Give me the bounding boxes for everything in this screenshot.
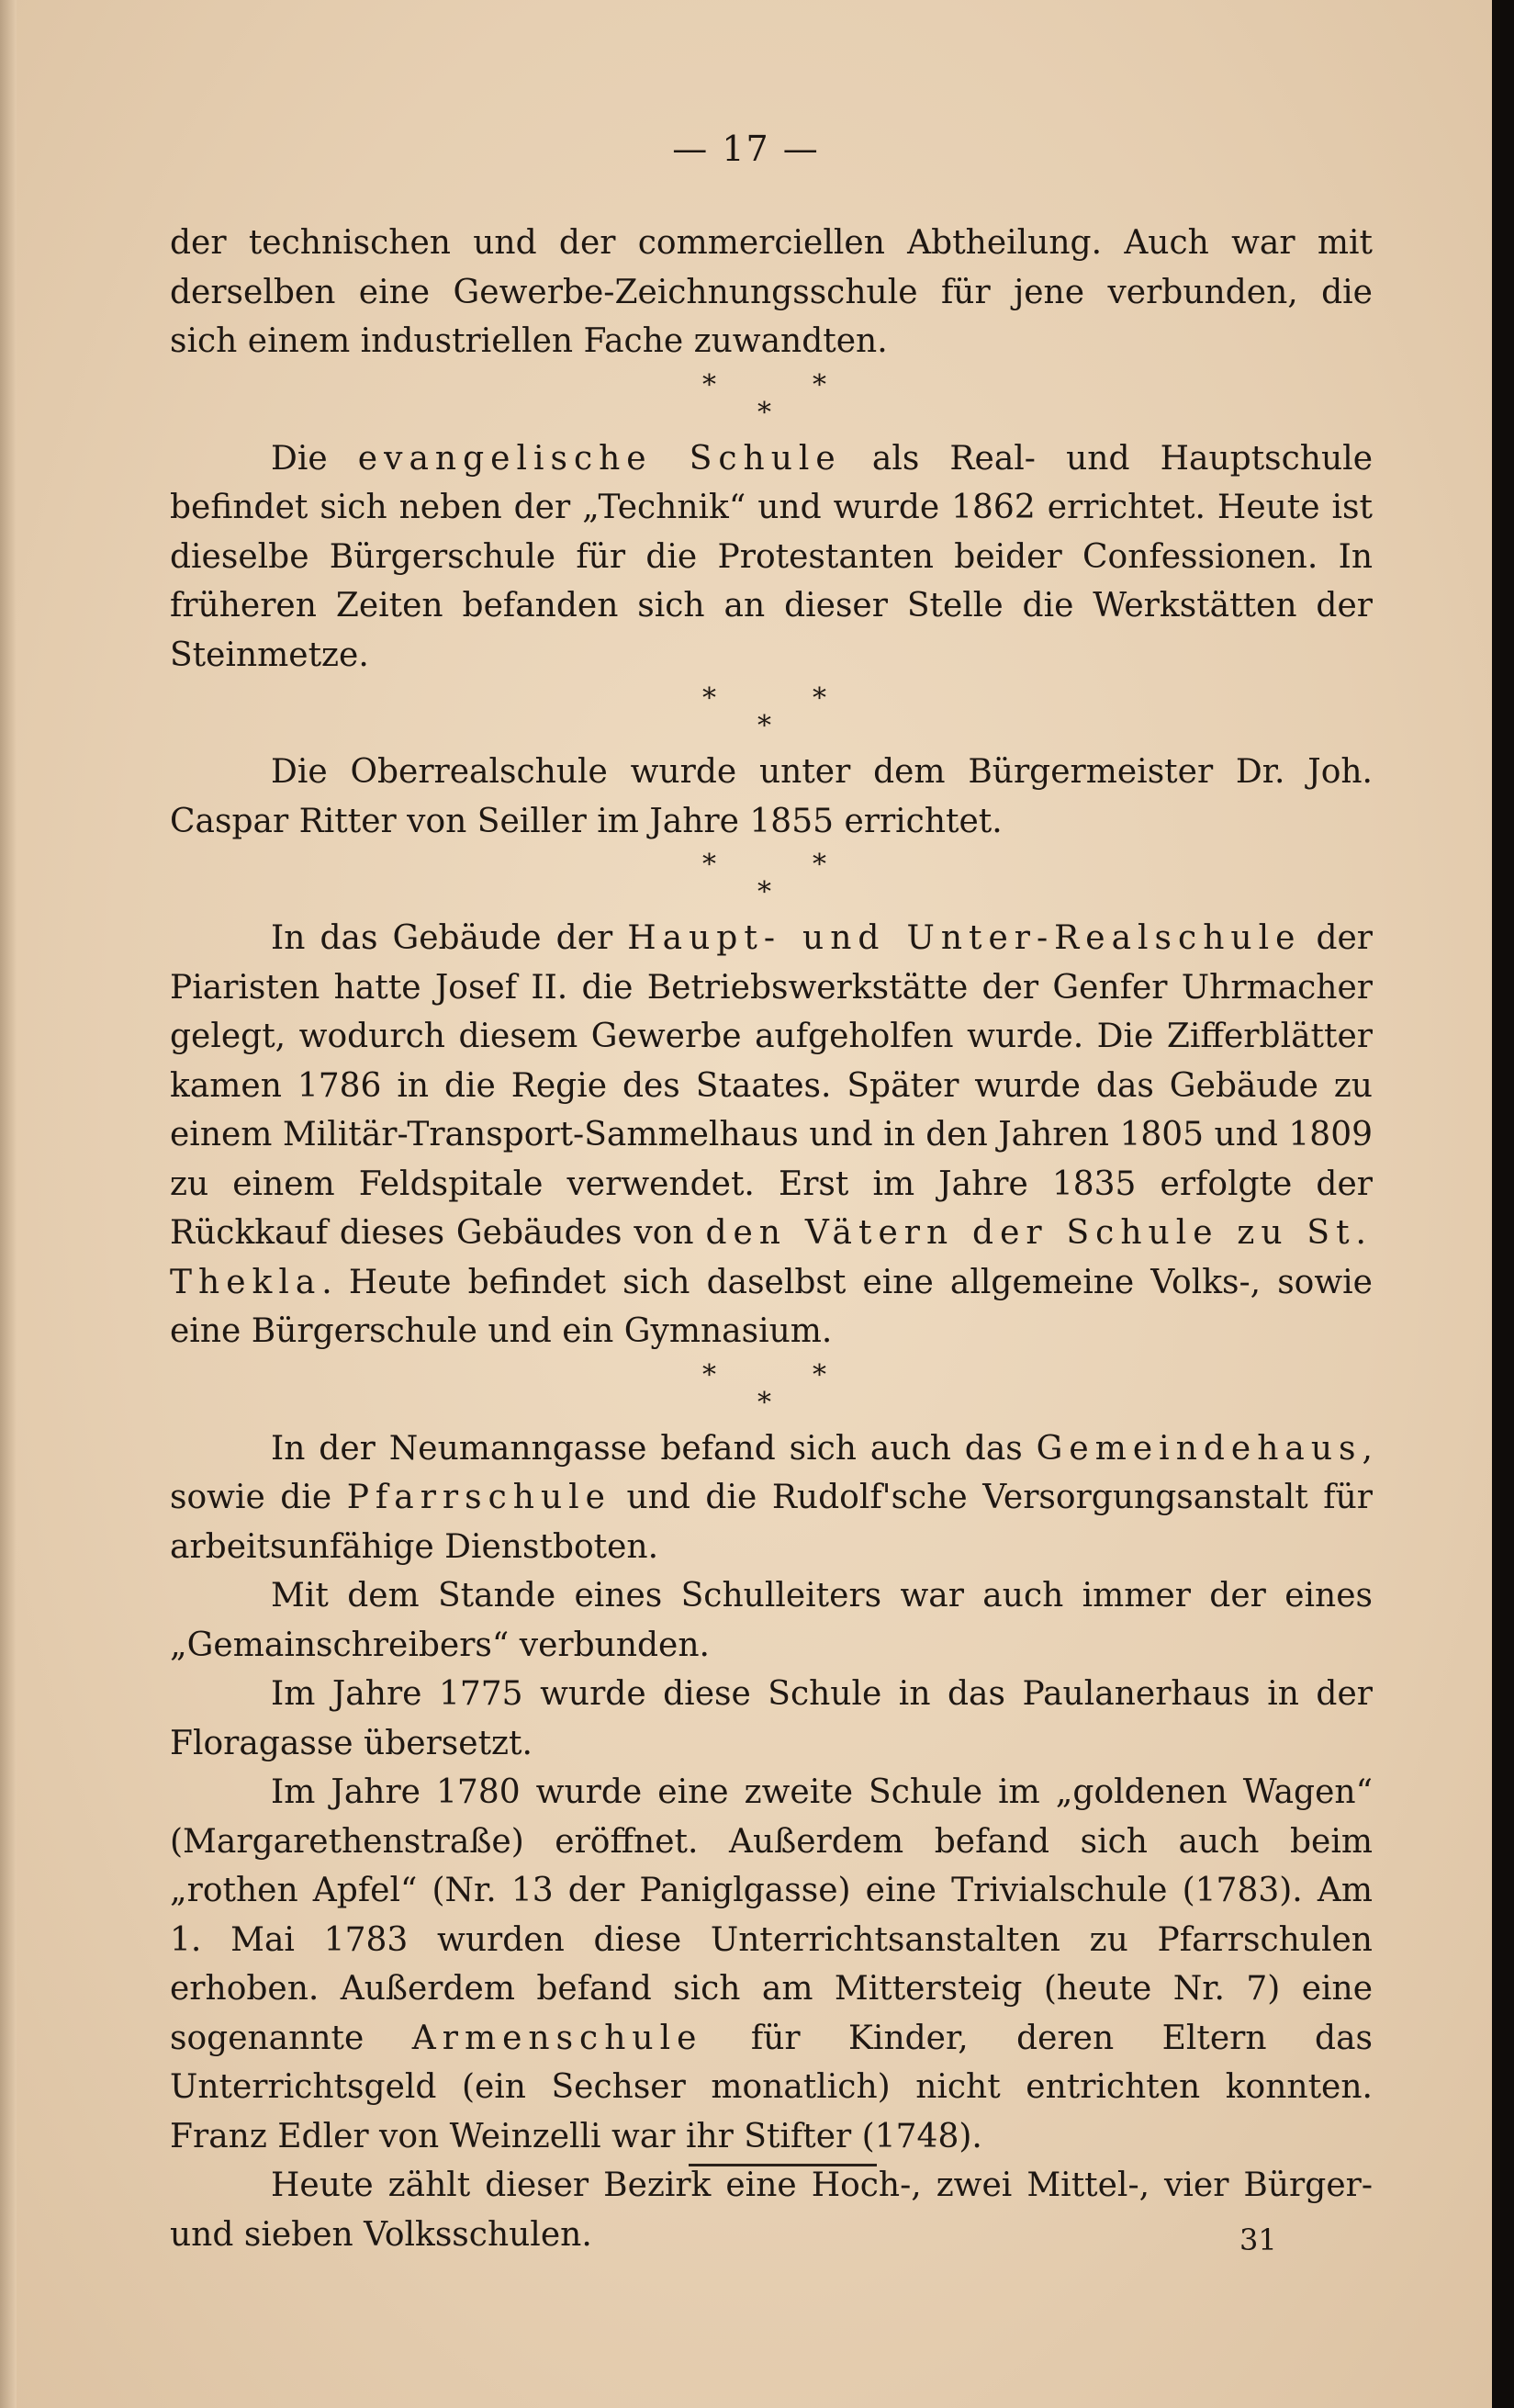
paragraph-schulleiter: Mit dem Stande eines Schulleiters war auch immer der eines „Gemainschreibers“ verbunden. — [170, 1577, 1373, 1664]
paragraph-heute: Heute zählt dieser Bezirk eine Hoch-, zwei Mittel-, vier Bürger- und sieben Volksschulen. — [170, 2166, 1373, 2254]
paragraph-oberrealschule: Die Oberrealschule wurde unter dem Bürgermeister Dr. Joh. Caspar Ritter von Seiller im Jahre 1855 errichtet. — [170, 753, 1373, 840]
asterism-separator: * * * — [702, 682, 826, 742]
asterism-separator: * * * — [702, 1358, 826, 1419]
paragraph-piaristen: In das Gebäude der Haupt- und Unter-Realschule der Piaristen hatte Josef II. die Betriebswerkstätte der Genfer Uhrmacher gelegt, wodurch diesem Gewerbe aufgeholfen wurde. Die Zifferblätter kamen 1786 in die Regie des Staates. Später wurde das Gebäude zu einem Militär-Transport-Sammelhaus und in den Jahren 1805 und 1809 zu einem Feldspitale verwendet. Erst im Jahre 1835 erfolgte der Rückkauf dieses Gebäudes von den Vätern der Schule zu St. Thekla. Heute befindet sich daselbst eine allgemeine Volks-, sowie eine Bürgerschule und ein Gymnasium. — [170, 919, 1373, 1350]
scan-edge — [1492, 0, 1514, 2408]
page-header-number: — 17 — — [672, 129, 820, 169]
body-text — [170, 219, 1373, 2259]
asterism-separator: * * * — [702, 849, 826, 908]
asterism-separator: * * * — [702, 368, 826, 429]
paragraph-1775: Im Jahre 1775 wurde diese Schule in das Paulanerhaus in der Floragasse übersetzt. — [170, 1675, 1373, 1762]
paragraph-1780: Im Jahre 1780 wurde eine zweite Schule im „goldenen Wagen“ (Margarethenstraße) eröffnet. Außerdem befand sich auch beim „rothen Apfel“ (Nr. 13 der Paniglgasse) eine Trivialschule (1783). Am 1. Mai 1783 wurden diese Unterrichtsanstalten zu Pfarrschulen erhoben. Außerdem befand sich am Mittersteig (heute Nr. 7) eine sogenannte Armenschule für Kinder, deren Eltern das Unterrichtsgeld (ein Sechser monatlich) nicht entrichten konnten. Franz Edler von Weinzelli war ihr Stifter (1748). — [170, 1773, 1374, 2155]
closing-rule — [689, 2164, 877, 2166]
paragraph-neumanngasse: In der Neumanngasse befand sich auch das Gemeindehaus, sowie die Pfarrschule und die Rudolf'sche Versorgungsanstalt für arbeitsunfähige Dienstboten. — [170, 1429, 1374, 1566]
paragraph-evangelische-schule: Die evangelische Schule als Real- und Hauptschule befindet sich neben der „Technik“ und wurde 1862 errichtet. Heute ist dieselbe Bürgerschule für die Protestanten beider Confessionen. In früheren Zeiten befanden sich an dieser Stelle die Werkstätten der Steinmetze. — [170, 439, 1373, 674]
page-gutter — [0, 0, 17, 2408]
paragraph-technik-end: der technischen und der commerciellen Abtheilung. Auch war mit derselben eine Gewerbe-Zeichnungsschule für jene verbunden, die sich einem industriellen Fache zuwandten. — [170, 224, 1373, 360]
sheet-number: 31 — [1239, 2222, 1277, 2257]
